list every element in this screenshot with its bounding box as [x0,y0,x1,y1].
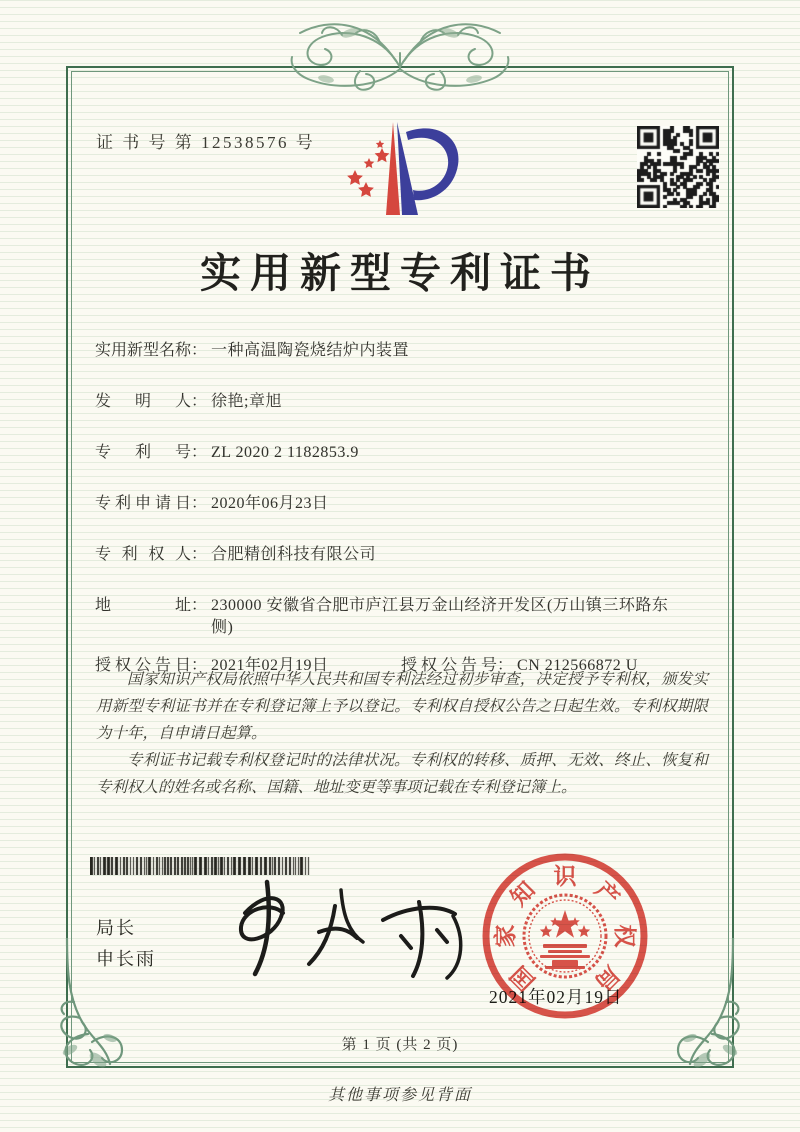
field-row-inventor: 发明人： 徐艳;章旭 [95,391,711,413]
field-value: ZL 2020 2 1182853.9 [211,444,359,461]
field-value: 230000 安徽省合肥市庐江县万金山经济开发区(万山镇三环路东侧) [211,597,669,636]
svg-text:识: 识 [553,864,577,889]
field-value: 徐艳;章旭 [211,393,282,410]
field-row-grant: 授权公告日： 2021年02月19日 授权公告号： CN 212566872 U [95,655,711,677]
svg-text:权: 权 [612,924,637,948]
field-row-utility-model-name: 实用新型名称： 一种高温陶瓷烧结炉内装置 [95,340,711,362]
legal-paragraph-2: 专利证书记载专利权登记时的法律状况。专利权的转移、质押、无效、终止、恢复和专利权人的姓名或名称、国籍、地址变更等事项记载在专利登记簿上。 [96,752,708,796]
field-label: 发明人 [95,393,191,410]
page-number: 第 1 页 (共 2 页) [341,1037,459,1053]
official-red-seal-icon [478,849,652,1023]
field-label: 授权公告日 [95,657,191,674]
legal-paragraph-1: 国家知识产权局依照中华人民共和国专利法经过初步审查，决定授予专利权，颁发实用新型专利证书并在专利登记簿上予以登记。专利权自授权公告之日起生效。专利权期限为十年，自申请日起算。 [96,671,708,742]
seal-date: 2021年02月19日 [489,987,623,1007]
field-value: CN 212566872 U [517,657,638,674]
certificate-number: 证 书 号 第 12538576 号 [96,133,316,152]
svg-text:产: 产 [590,876,625,911]
svg-text:家: 家 [493,924,518,948]
field-value: 合肥精创科技有限公司 [211,546,377,563]
back-side-note: 其他事项参见背面 [327,1087,472,1104]
field-label: 专利申请日 [95,495,191,512]
field-value: 2020年06月23日 [211,495,329,512]
field-value: 2021年02月19日 [211,657,329,674]
field-row-address: 地址： 230000 安徽省合肥市庐江县万金山经济开发区(万山镇三环路东侧) [95,595,711,639]
handwritten-signature [215,868,465,993]
grant-number-group: 授权公告号： CN 212566872 U [401,655,638,677]
field-label: 专利权人 [95,546,191,563]
svg-text:知: 知 [505,876,540,911]
field-row-patentee: 专利权人： 合肥精创科技有限公司 [95,544,711,566]
svg-text:国: 国 [505,961,540,996]
field-label: 授权公告号 [401,657,497,674]
certificate-fields [95,340,711,706]
field-label: 实用新型名称 [95,342,192,359]
cnipa-logo-icon [336,110,470,228]
issuer-name: 申长雨 [96,949,156,969]
field-row-filing-date: 专利申请日： 2020年06月23日 [95,493,711,515]
svg-text:局: 局 [590,961,625,996]
field-value: 一种高温陶瓷烧结炉内装置 [211,342,410,359]
qr-code [637,126,719,208]
issuer-role: 局长 [96,918,136,938]
field-label: 专利号 [95,444,191,461]
field-label: 地址 [95,597,191,614]
certificate-title: 实用新型专利证书 [200,250,600,296]
legal-text [96,666,708,801]
field-row-patent-number: 专利号： ZL 2020 2 1182853.9 [95,442,711,464]
issuer-block [96,913,156,975]
